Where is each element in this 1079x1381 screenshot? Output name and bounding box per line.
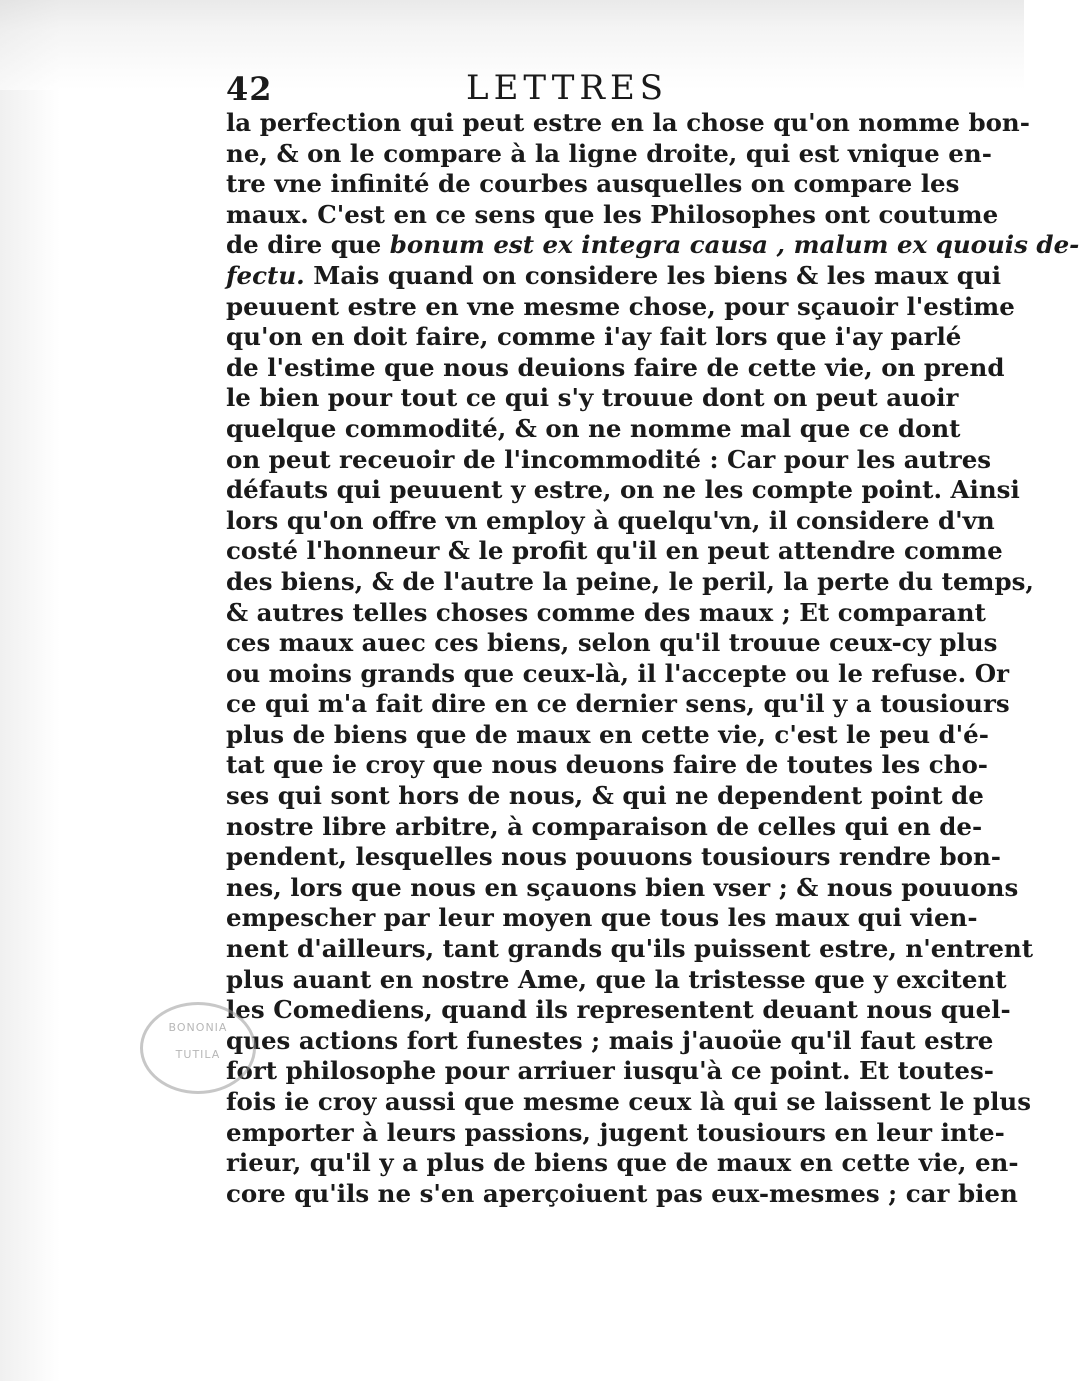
text-line: nes, lors que nous en sçauons bien vser ; & nous pouuons: [226, 872, 1019, 902]
text-line: ses qui sont hors de nous, & qui ne dependent point de: [226, 781, 984, 811]
text-line: ces maux auec ces biens, selon qu'il trouue ceux-cy plus: [226, 628, 998, 658]
scan-edge-shadow: [0, 0, 60, 1381]
text-line: plus auant en nostre Ame, que la tristesse que y excitent: [226, 964, 1007, 994]
text-line: core qu'ils ne s'en aperçoiuent pas eux-mesmes ; car bien: [226, 1178, 1018, 1208]
text-line: nostre libre arbitre, à comparaison de celles qui en de-: [226, 811, 983, 841]
page-number: 42: [226, 70, 273, 108]
text-line: costé l'honneur & le profit qu'il en peut attendre comme: [226, 536, 1003, 566]
text-line: fectu. Mais quand on considere les biens & les maux qui: [226, 260, 1002, 290]
text-line: peuuent estre en vne mesme chose, pour sçauoir l'estime: [226, 291, 1015, 321]
text-line: le bien pour tout ce qui s'y trouue dont on peut auoir: [226, 383, 959, 413]
text-line: rieur, qu'il y a plus de biens que de maux en cette vie, en-: [226, 1148, 1019, 1178]
page-header: [0, 62, 1024, 112]
stamp-line-1: BONONIA: [168, 1021, 228, 1034]
text-line: la perfection qui peut estre en la chose qu'on nomme bon-: [226, 108, 1030, 137]
italic-phrase: fectu.: [226, 260, 305, 290]
text-line: des biens, & de l'autre la peine, le peril, la perte du temps,: [226, 566, 1034, 596]
text-line: fois ie croy aussi que mesme ceux là qui se laissent le plus: [226, 1087, 1032, 1116]
text-line: de l'estime que nous deuions faire de cette vie, on prend: [226, 352, 1005, 382]
text-line: ne, & on le compare à la ligne droite, qui est vnique en-: [226, 138, 992, 168]
text-line: pendent, lesquelles nous pouuons tousiours rendre bon-: [226, 842, 1001, 872]
stamp-line-2: TUTILA: [175, 1048, 221, 1061]
text-line: lors qu'on offre vn employ à quelqu'vn, il considere d'vn: [226, 505, 995, 535]
text-line: ce qui m'a fait dire en ce dernier sens, qu'il y a tousiours: [226, 689, 1010, 719]
text-line: on peut receuoir de l'incommodité : Car pour les autres: [226, 444, 992, 474]
body-text: [226, 108, 1079, 1209]
text-line: ques actions fort funestes ; mais j'auoüe qu'il faut estre: [226, 1025, 994, 1055]
text-line: les Comediens, quand ils representent deuant nous quel-: [226, 995, 1011, 1025]
text-line: maux. C'est en ce sens que les Philosophes ont coutume: [226, 199, 999, 229]
text-line: empescher par leur moyen que tous les maux qui vien-: [226, 903, 978, 933]
text-line: fort philosophe pour arriuer iusqu'à ce point. Et toutes-: [226, 1056, 994, 1086]
text-line: défauts qui peuuent y estre, on ne les compte point. Ainsi: [226, 475, 1020, 505]
text-line: & autres telles choses comme des maux ; Et comparant: [226, 597, 986, 627]
text-line: tat que ie croy que nous deuons faire de toutes les cho-: [226, 750, 988, 780]
text-line: de dire que bonum est ex integra causa , malum ex quouis de-: [226, 230, 1079, 260]
running-head: LETTRES: [466, 68, 669, 108]
text-line: tre vne infinité de courbes ausquelles on compare les: [226, 169, 960, 199]
italic-phrase: bonum est ex integra causa , malum ex quouis de-: [389, 230, 1079, 260]
text-line: emporter à leurs passions, jugent tousiours en leur inte-: [226, 1117, 1005, 1147]
library-stamp: [140, 1002, 256, 1094]
text-line: nent d'ailleurs, tant grands qu'ils puissent estre, n'entrent: [226, 934, 1034, 964]
text-line: qu'on en doit faire, comme i'ay fait lors que i'ay parlé: [226, 322, 962, 352]
text-line: ou moins grands que ceux-là, il l'accepte ou le refuse. Or: [226, 658, 1009, 688]
text-line: quelque commodité, & on ne nomme mal que ce dont: [226, 413, 961, 443]
text-line: plus de biens que de maux en cette vie, c'est le peu d'é-: [226, 719, 989, 749]
